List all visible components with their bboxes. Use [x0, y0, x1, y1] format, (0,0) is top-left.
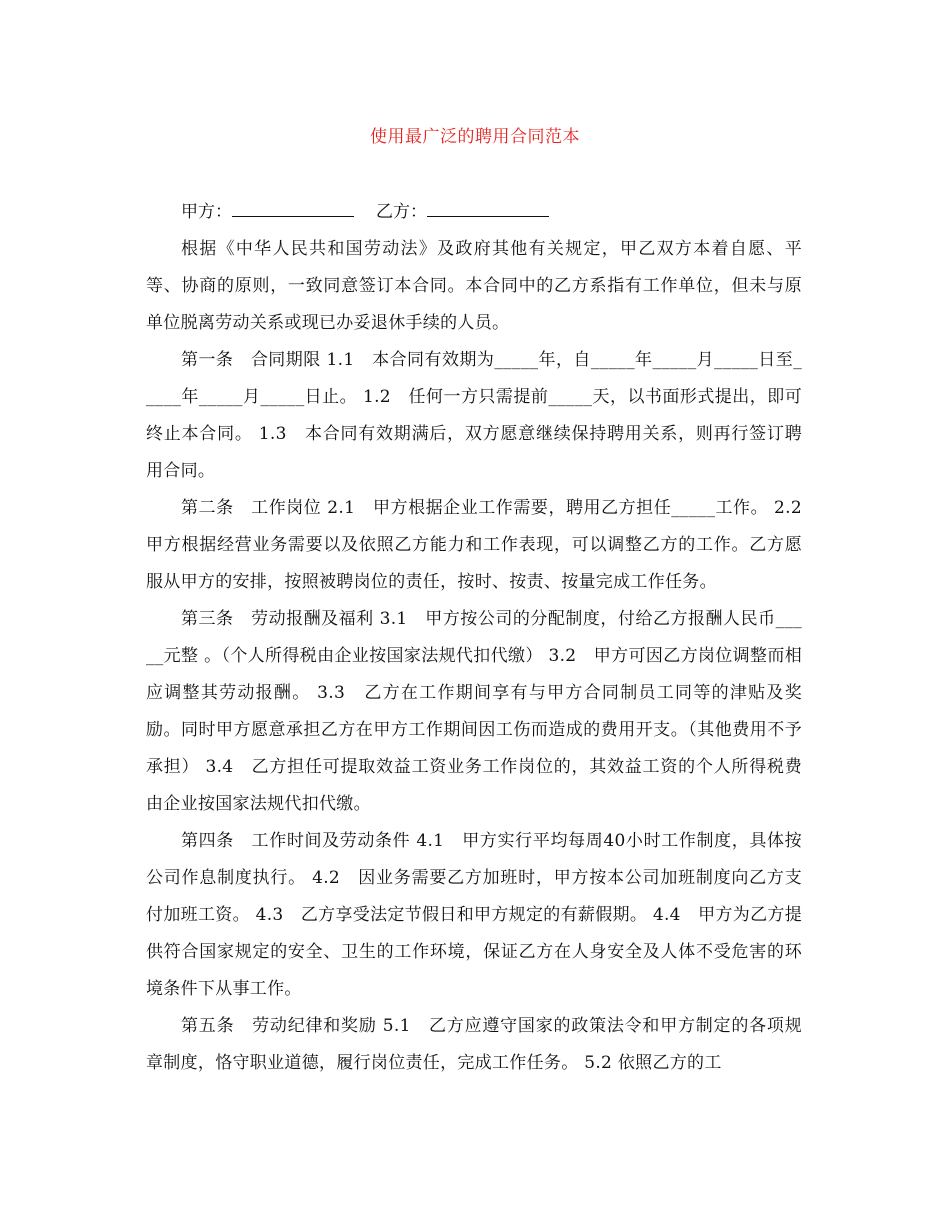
paragraph-article-1: 第一条 合同期限 1.1 本合同有效期为_____年，自_____年_____月_____日至_____年_____月_____日止。 1.2 任何一方只需提前_____天，以书面形式提出，即可终止本合同。 1.3 本合同有效期满后，双方愿意继续保持聘用关系，则再行签订聘用合同。	[146, 350, 802, 481]
document-body	[146, 194, 820, 1082]
paragraph-article-3: 第三条 劳动报酬及福利 3.1 甲方按公司的分配制度，付给乙方报酬人民币_____元整 。（个人所得税由企业按国家法规代扣代缴） 3.2 甲方可因乙方岗位调整而相应调整其劳动报酬。 3.3 乙方在工作期间享有与甲方合同制员工同等的津贴及奖励。同时甲方愿意承担乙方在甲方工作期间因工伤而造成的费用开支。（其他费用不予承担） 3.4 乙方担任可提取效益工资业务工作岗位的，其效益工资的个人所得税费由企业按国家法规代扣代缴。	[146, 609, 802, 814]
parties-line	[146, 194, 802, 231]
party-b-blank	[427, 202, 549, 217]
document-title: 使用最广泛的聘用合同范本	[370, 127, 580, 147]
paragraph-article-5: 第五条 劳动纪律和奖励 5.1 乙方应遵守国家的政策法令和甲方制定的各项规章制度，恪守职业道德，履行岗位责任，完成工作任务。 5.2 依照乙方的工	[146, 1016, 802, 1073]
paragraph-preamble: 根据《中华人民共和国劳动法》及政府其他有关规定，甲乙双方本着自愿、平等、协商的原则，一致同意签订本合同。本合同中的乙方系指有工作单位，但未与原单位脱离劳动关系或现已办妥退休手续的人员。	[146, 239, 802, 333]
party-b-label: 乙方：	[376, 202, 427, 222]
party-a-label: 甲方：	[181, 202, 232, 222]
party-a-blank	[232, 202, 354, 217]
paragraph-article-2: 第二条 工作岗位 2.1 甲方根据企业工作需要，聘用乙方担任_____工作。 2.2 甲方根据经营业务需要以及依照乙方能力和工作表现，可以调整乙方的工作。乙方愿服从甲方的安排，按照被聘岗位的责任，按时、按责、按量完成工作任务。	[146, 498, 820, 592]
paragraph-article-4: 第四条 工作时间及劳动条件 4.1 甲方实行平均每周40小时工作制度，具体按公司作息制度执行。 4.2 因业务需要乙方加班时，甲方按本公司加班制度向乙方支付加班工资。 4.3 乙方享受法定节假日和甲方规定的有薪假期。 4.4 甲方为乙方提供符合国家规定的安全、卫生的工作环境，保证乙方在人身安全及人体不受危害的环境条件下从事工作。	[146, 831, 802, 999]
